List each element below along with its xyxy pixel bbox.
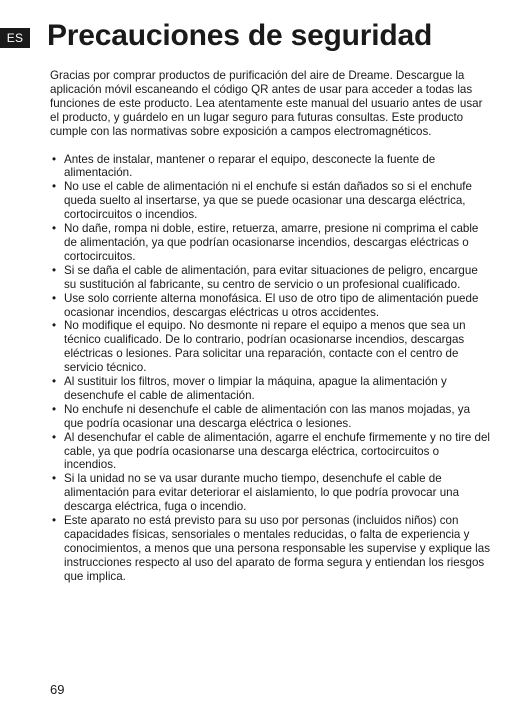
precaution-text: Si se daña el cable de alimentación, para evitar situaciones de peligro, encargue su sustitución al fabricante, su centro de servicio o un profesional cualificado.: [64, 263, 478, 291]
precaution-item: [50, 375, 490, 403]
bullet-marker: •: [52, 222, 57, 236]
precaution-item: [50, 153, 490, 181]
precaution-text: No enchufe ni desenchufe el cable de alimentación con las manos mojadas, ya que podría ocasionar una descarga eléctrica o lesiones.: [64, 402, 471, 430]
precaution-item: [50, 403, 490, 431]
precaution-item: [50, 264, 490, 292]
precaution-text: No dañe, rompa ni doble, estire, retuerza, amarre, presione ni comprima el cable de alimentación, ya que podrían ocasionarse incendios, descargas eléctricas o cortocircuitos.: [64, 222, 479, 263]
precaution-text: Este aparato no está previsto para su uso por personas (incluidos niños) con capacidades físicas, sensoriales o mentales reducidas, o falta de experiencia y conocimientos, a menos que una persona responsable les supervise y explique las instrucciones respecto al uso del aparato de forma segura y entiendan los riesgos que implica.: [64, 514, 491, 583]
precaution-text: Al desenchufar el cable de alimentación, agarre el enchufe firmemente y no tire del cable, ya que podría ocasionarse una descarga eléctrica, cortocircuitos o incendios.: [64, 430, 490, 472]
precaution-item: [50, 319, 490, 375]
precautions-list: [50, 153, 490, 584]
precaution-text: Si la unidad no se va usar durante mucho tiempo, desenchufe el cable de alimentación para evitar deteriorar el aislamiento, lo que podría provocar una descarga eléctrica, fuga o incendio.: [64, 472, 460, 514]
precaution-text: No use el cable de alimentación ni el enchufe si están dañados so si el enchufe queda suelto al insertarse, ya que se puede ocasionar una descarga eléctrica, cortocircuitos o incendios.: [64, 180, 472, 222]
page-content: [50, 69, 490, 584]
bullet-marker: •: [52, 180, 57, 194]
precaution-item: [50, 292, 490, 320]
precaution-item: [50, 472, 490, 514]
precaution-text: Antes de instalar, mantener o reparar el equipo, desconecte la fuente de alimentación.: [64, 152, 436, 180]
precaution-item: [50, 222, 490, 264]
bullet-marker: •: [52, 430, 57, 444]
bullet-marker: •: [52, 472, 57, 486]
precaution-text: Use solo corriente alterna monofásica. El uso de otro tipo de alimentación puede ocasionar incendios, descargas eléctricas u otros accidentes.: [64, 291, 479, 319]
page-title: Precauciones de seguridad: [47, 19, 433, 52]
bullet-marker: •: [52, 375, 57, 389]
bullet-marker: •: [52, 514, 57, 528]
precaution-text: No modifique el equipo. No desmonte ni repare el equipo a menos que sea un técnico cualificado. De lo contrario, podrían ocasionarse incendios, descargas eléctricas o lesiones. Para solicitar una reparación, contacte con el centro de servicio técnico.: [64, 319, 466, 375]
bullet-marker: •: [52, 291, 57, 305]
language-badge: ES: [0, 28, 30, 48]
precaution-item: [50, 180, 490, 222]
bullet-marker: •: [52, 263, 57, 277]
intro-paragraph: Gracias por comprar productos de purificación del aire de Dreame. Descargue la aplicación móvil escaneando el código QR antes de usar para acceder a todas las funciones de este producto. Lea atentamente este manual del usuario antes de usar el producto, y guárdelo en un lugar seguro para futuras consultas. Este producto cumple con las normativas sobre exposición a campos electromagnéticos.: [50, 69, 483, 138]
precaution-item: [50, 431, 490, 473]
bullet-marker: •: [52, 319, 57, 333]
page-number: 69: [50, 682, 65, 697]
precaution-item: [50, 514, 490, 584]
bullet-marker: •: [52, 402, 57, 416]
bullet-marker: •: [52, 152, 57, 166]
precaution-text: Al sustituir los filtros, mover o limpiar la máquina, apague la alimentación y desenchufe el cable de alimentación.: [64, 375, 447, 402]
